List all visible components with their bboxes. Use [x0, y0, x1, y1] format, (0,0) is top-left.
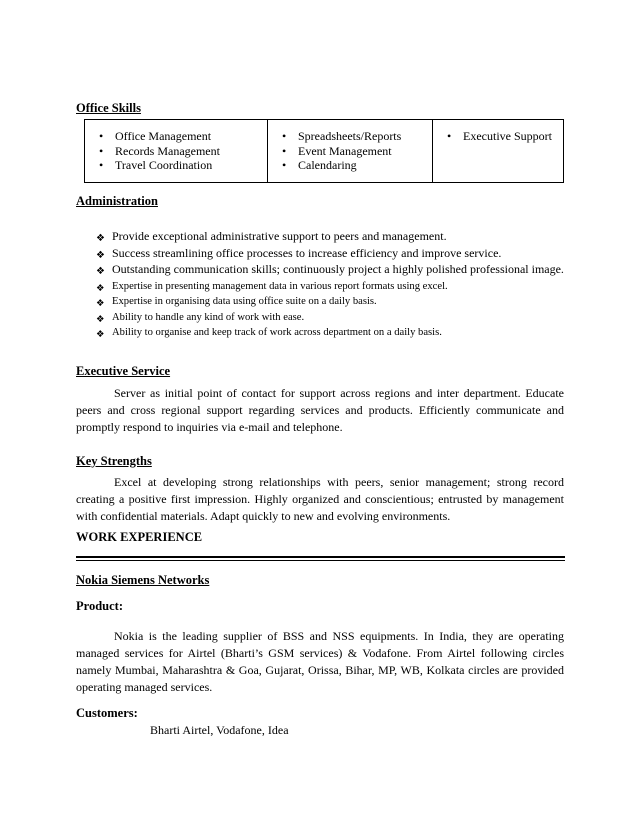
product-paragraph: Nokia is the leading supplier of BSS and NSS equipments. In India, they are operating managed services for Airtel (Bharti’s GSM services) & Vodafone. From Airtel following circles namely Mumbai, Maharashtra & Goa, Gujarat, Orissa, Bihar, MP, WB, Kolkata circles are provided operating managed services. [76, 629, 564, 694]
list-item: ❖ Expertise in presenting management data in various report formats using excel. [96, 280, 448, 294]
skill-item: • Office Management [85, 129, 267, 144]
product-label: Product: [76, 599, 123, 613]
executive-service-heading: Executive Service [76, 364, 171, 378]
diamond-bullet-icon: ❖ [96, 266, 105, 277]
customers-value: Bharti Airtel, Vodafone, Idea [150, 723, 289, 737]
administration-heading: Administration [76, 194, 158, 208]
key-strengths-paragraph: Excel at developing strong relationships with peers, senior management; strong record creating a positive first impression. Highly organized and conscientious; entrusted by management with confidential materials. Adapt quickly to new and evolving environments. [76, 475, 564, 523]
list-item: ❖ Outstanding communication skills; continuously project a highly polished professional image. [96, 262, 564, 277]
list-item: ❖ Expertise in organising data using office suite on a daily basis. [96, 296, 377, 309]
office-skills-table [84, 119, 564, 183]
diamond-bullet-icon: ❖ [96, 313, 105, 325]
diamond-bullet-icon: ❖ [96, 282, 105, 294]
skill-item: • Travel Coordination [85, 158, 267, 173]
customers-label: Customers: [76, 706, 138, 720]
section-divider [76, 560, 565, 561]
diamond-bullet-icon: ❖ [96, 329, 105, 340]
list-item: ❖ Ability to handle any kind of work with ease. [96, 311, 305, 325]
list-item: ❖ Ability to organise and keep track of work across department on a daily basis. [96, 327, 442, 340]
work-experience-heading: WORK EXPERIENCE [76, 530, 203, 544]
skill-item: • Records Management [85, 144, 267, 159]
skills-column-2 [267, 120, 432, 182]
diamond-bullet-icon: ❖ [96, 249, 105, 261]
key-strengths-heading: Key Strengths [76, 454, 152, 468]
list-item: ❖ Provide exceptional administrative support to peers and management. [96, 229, 447, 244]
diamond-bullet-icon: ❖ [96, 298, 105, 309]
company-name: Nokia Siemens Networks [76, 573, 210, 587]
executive-service-paragraph: Server as initial point of contact for support across regions and inter department. Educate peers and cross regional support regarding services and products. Efficiently communicate and promptly respond to inquiries via e-mail and telephone. [76, 386, 564, 434]
administration-list [96, 229, 564, 341]
list-item: ❖ Success streamlining office processes to increase efficiency and improve service. [96, 245, 502, 261]
skill-item: • Executive Support [433, 129, 563, 144]
diamond-bullet-icon: ❖ [96, 233, 105, 244]
office-skills-heading: Office Skills [76, 101, 141, 115]
skills-column-3 [432, 120, 563, 182]
skill-item: • Spreadsheets/Reports [268, 129, 432, 144]
skill-item: • Calendaring [268, 158, 432, 173]
section-divider [76, 556, 565, 558]
skills-column-1 [85, 120, 267, 182]
skill-item: • Event Management [268, 144, 432, 159]
